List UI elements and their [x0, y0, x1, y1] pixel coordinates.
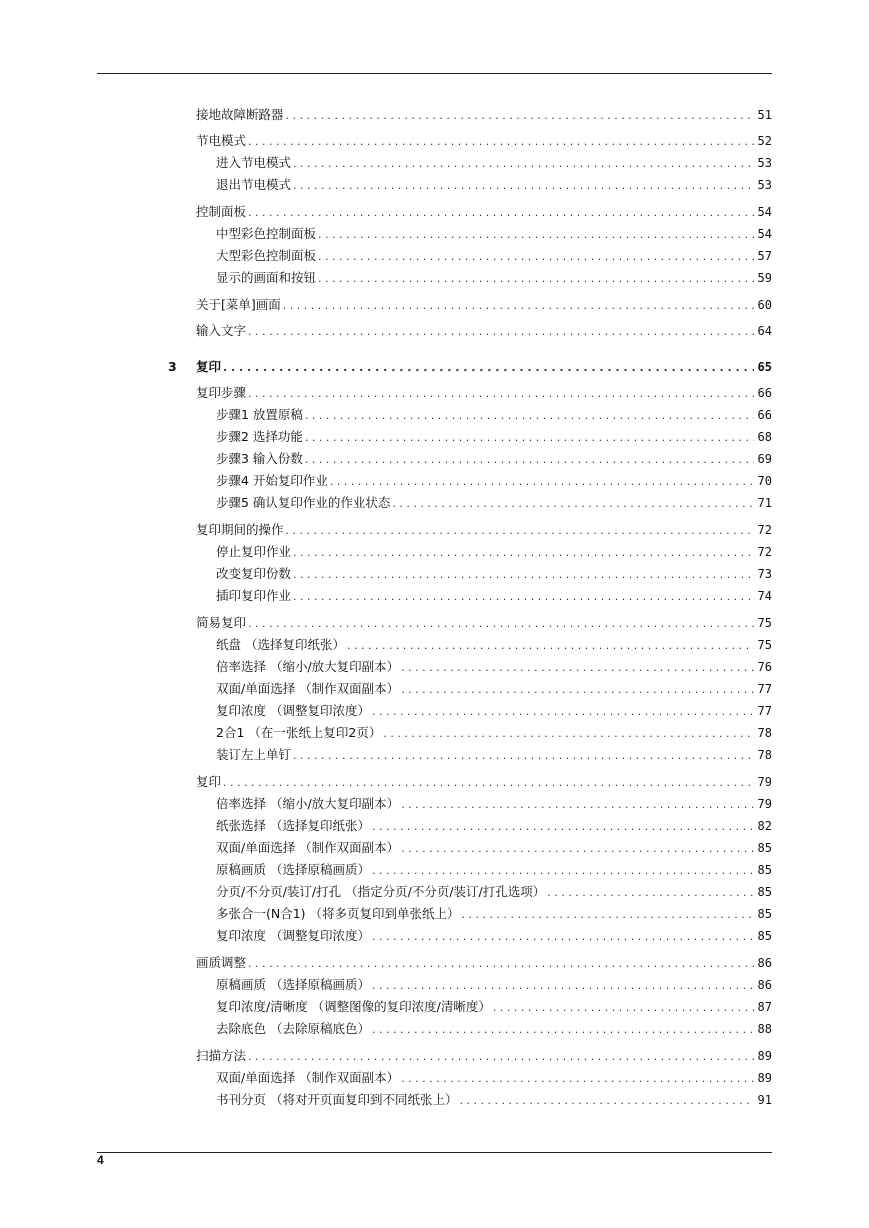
dot-leader [283, 297, 754, 315]
toc-entry-title: 复印浓度/清晰度 （调整图像的复印浓度/清晰度） [216, 999, 491, 1014]
toc-entry[interactable] [216, 724, 772, 742]
toc-entry[interactable] [216, 225, 772, 243]
toc-entry-title: 接地故障断路器 [196, 107, 284, 122]
toc-entry-title: 画质调整 [196, 955, 247, 970]
toc-entry-title: 纸盘 （选择复印纸张） [216, 637, 345, 652]
toc-entry-title: 步骤1 放置原稿 [216, 407, 303, 422]
toc-entry-page: 66 [757, 386, 772, 400]
toc-entry[interactable] [216, 746, 772, 764]
toc-entry-page: 86 [757, 956, 772, 970]
toc-entry-title: 节电模式 [196, 133, 247, 148]
toc-entry-title: 双面/单面选择 （制作双面副本） [216, 681, 400, 696]
toc-entry-page: 85 [757, 841, 772, 855]
toc-entry[interactable] [196, 521, 772, 539]
toc-entry-title: 双面/单面选择 （制作双面副本） [216, 1070, 400, 1085]
toc-entry-title: 去除底色 （去除原稿底色） [216, 1021, 370, 1036]
dot-leader [248, 204, 754, 222]
toc-entry-title: 改变复印份数 [216, 566, 292, 581]
toc-entry[interactable] [216, 998, 772, 1016]
toc-entry-title: 大型彩色控制面板 [216, 248, 317, 263]
toc-chapter-entry[interactable] [168, 358, 772, 376]
toc-entry-title: 中型彩色控制面板 [216, 226, 317, 241]
dot-leader [248, 615, 754, 633]
dot-leader [392, 495, 754, 513]
toc-entry[interactable] [216, 702, 772, 720]
toc-entry-title: 书刊分页 （将对开页面复印到不同纸张上） [216, 1092, 458, 1107]
toc-entry-title: 关于[菜单]画面 [196, 297, 281, 312]
toc-entry-page: 66 [757, 408, 772, 422]
toc-entry-page: 77 [757, 704, 772, 718]
toc-entry-page: 52 [757, 134, 772, 148]
toc-entry[interactable] [216, 636, 772, 654]
toc-entry-page: 82 [757, 819, 772, 833]
bottom-rule [97, 1152, 772, 1153]
dot-leader [293, 177, 754, 195]
toc-entry-title: 纸张选择 （选择复印纸张） [216, 818, 370, 833]
toc-entry[interactable] [196, 322, 772, 340]
dot-leader [286, 107, 754, 125]
toc-entry-page: 78 [757, 726, 772, 740]
dot-leader [248, 133, 754, 151]
toc-entry-page: 87 [757, 1000, 772, 1014]
toc-entry[interactable] [216, 543, 772, 561]
toc-entry-page: 53 [757, 178, 772, 192]
dot-leader [248, 385, 754, 403]
dot-leader [372, 928, 754, 946]
toc-entry-title: 分页/不分页/装订/打孔 （指定分页/不分页/装订/打孔选项） [216, 884, 546, 899]
toc-entry[interactable] [216, 176, 772, 194]
dot-leader [547, 884, 754, 902]
dot-leader [493, 999, 754, 1017]
toc-entry-page: 76 [757, 660, 772, 674]
toc-entry[interactable] [216, 883, 772, 901]
dot-leader [372, 862, 754, 880]
dot-leader [293, 544, 754, 562]
toc-entry-title: 扫描方法 [196, 1048, 247, 1063]
toc-entry-title: 步骤2 选择功能 [216, 429, 303, 444]
toc-entry-title: 复印浓度 （调整复印浓度） [216, 928, 370, 943]
dot-leader [401, 840, 754, 858]
dot-leader [401, 681, 754, 699]
toc-entry-page: 85 [757, 907, 772, 921]
dot-leader [347, 637, 754, 655]
toc-entry[interactable] [216, 247, 772, 265]
dot-leader [383, 725, 754, 743]
toc-entry[interactable] [216, 817, 772, 835]
toc-entry-page: 89 [757, 1049, 772, 1063]
toc-entry[interactable] [216, 406, 772, 424]
toc-entry-title: 插印复印作业 [216, 588, 292, 603]
dot-leader [248, 955, 754, 973]
toc-entry-title: 输入文字 [196, 323, 247, 338]
toc-entry-page: 60 [757, 298, 772, 312]
toc-entry-page: 54 [757, 227, 772, 241]
dot-leader [293, 566, 754, 584]
toc-entry[interactable] [216, 494, 772, 512]
dot-leader [293, 155, 754, 173]
toc-entry-page: 72 [757, 523, 772, 537]
dot-leader [372, 818, 754, 836]
dot-leader [248, 1048, 754, 1066]
toc-entry-page: 86 [757, 978, 772, 992]
dot-leader [372, 703, 754, 721]
dot-leader [223, 359, 754, 377]
toc-entry-title: 原稿画质 （选择原稿画质） [216, 977, 370, 992]
dot-leader [305, 451, 754, 469]
dot-leader [459, 1092, 754, 1110]
toc-entry-page: 78 [757, 748, 772, 762]
toc-entry-page: 74 [757, 589, 772, 603]
toc-entry[interactable] [196, 954, 772, 972]
toc-entry-title: 多张合一(N合1) （将多页复印到单张纸上） [216, 906, 460, 921]
toc-entry[interactable] [216, 905, 772, 923]
toc-entry[interactable] [216, 587, 772, 605]
toc-entry[interactable] [216, 428, 772, 446]
toc-entry-page: 59 [757, 271, 772, 285]
dot-leader [293, 747, 754, 765]
toc-entry[interactable] [216, 680, 772, 698]
toc-entry-title: 复印 [196, 359, 222, 374]
toc-entry-title: 复印浓度 （调整复印浓度） [216, 703, 370, 718]
toc-entry-title: 双面/单面选择 （制作双面副本） [216, 840, 400, 855]
toc-entry-page: 77 [757, 682, 772, 696]
toc-entry-title: 倍率选择 （缩小/放大复印副本） [216, 796, 400, 811]
dot-leader [286, 522, 754, 540]
toc-entry-page: 79 [757, 797, 772, 811]
toc-entry-page: 65 [757, 360, 772, 374]
toc-entry[interactable] [216, 1020, 772, 1038]
toc-entry-title: 简易复印 [196, 615, 247, 630]
toc-entry-page: 64 [757, 324, 772, 338]
toc-entry[interactable] [196, 1047, 772, 1065]
dot-leader [223, 774, 754, 792]
toc-entry-page: 51 [757, 108, 772, 122]
toc-entry-title: 进入节电模式 [216, 155, 292, 170]
dot-leader [401, 796, 754, 814]
toc-entry[interactable] [216, 1091, 772, 1109]
toc-entry-title: 复印 [196, 774, 222, 789]
toc-entry-title: 原稿画质 （选择原稿画质） [216, 862, 370, 877]
toc-entry[interactable] [216, 795, 772, 813]
toc-entry[interactable] [216, 472, 772, 490]
toc-entry-title: 控制面板 [196, 204, 247, 219]
toc-entry-title: 步骤4 开始复印作业 [216, 473, 328, 488]
dot-leader [401, 1070, 754, 1088]
dot-leader [372, 1021, 754, 1039]
toc-entry[interactable] [196, 203, 772, 221]
toc-entry-title: 倍率选择 （缩小/放大复印副本） [216, 659, 400, 674]
dot-leader [318, 270, 754, 288]
toc-entry-title: 复印步骤 [196, 385, 247, 400]
dot-leader [372, 977, 754, 995]
toc-entry-page: 88 [757, 1022, 772, 1036]
toc-entry-page: 85 [757, 929, 772, 943]
toc-entry-page: 91 [757, 1093, 772, 1107]
dot-leader [305, 407, 754, 425]
dot-leader [401, 659, 754, 677]
toc-entry[interactable] [216, 450, 772, 468]
toc-entry-page: 57 [757, 249, 772, 263]
toc-entry[interactable] [216, 976, 772, 994]
toc-entry-title: 停止复印作业 [216, 544, 292, 559]
toc-entry[interactable] [216, 154, 772, 172]
dot-leader [318, 248, 754, 266]
toc-entry-page: 54 [757, 205, 772, 219]
dot-leader [318, 226, 754, 244]
toc-entry-page: 70 [757, 474, 772, 488]
toc-entry-page: 69 [757, 452, 772, 466]
toc-entry-page: 75 [757, 638, 772, 652]
dot-leader [305, 429, 754, 447]
toc-entry[interactable] [216, 861, 772, 879]
toc-entry-page: 53 [757, 156, 772, 170]
toc-entry-page: 85 [757, 885, 772, 899]
toc-entry-title: 2合1 （在一张纸上复印2页） [216, 725, 382, 740]
dot-leader [462, 906, 754, 924]
toc-entry[interactable] [196, 296, 772, 314]
toc-entry-title: 装订左上单钉 [216, 747, 292, 762]
toc-entry[interactable] [196, 773, 772, 791]
toc-entry[interactable] [216, 269, 772, 287]
toc-entry[interactable] [216, 927, 772, 945]
toc-entry-title: 显示的画面和按钮 [216, 270, 317, 285]
toc-entry-title: 步骤3 输入份数 [216, 451, 303, 466]
dot-leader [330, 473, 754, 491]
toc-entry[interactable] [196, 132, 772, 150]
dot-leader [293, 588, 754, 606]
toc-entry-page: 72 [757, 545, 772, 559]
toc-entry[interactable] [216, 1069, 772, 1087]
toc-entry-page: 71 [757, 496, 772, 510]
toc-entry[interactable] [196, 384, 772, 402]
toc-entry-title: 步骤5 确认复印作业的作业状态 [216, 495, 391, 510]
toc-entry-page: 73 [757, 567, 772, 581]
toc-entry[interactable] [216, 658, 772, 676]
toc-entry[interactable] [216, 565, 772, 583]
toc-entry-page: 68 [757, 430, 772, 444]
chapter-number: 3 [168, 359, 177, 374]
toc-entry-title: 复印期间的操作 [196, 522, 284, 537]
toc-entry-page: 85 [757, 863, 772, 877]
toc-entry[interactable] [196, 614, 772, 632]
toc-entry[interactable] [216, 839, 772, 857]
toc-entry-title: 退出节电模式 [216, 177, 292, 192]
toc-entry-page: 79 [757, 775, 772, 789]
toc-entry[interactable] [196, 106, 772, 124]
dot-leader [248, 323, 754, 341]
toc-entry-page: 75 [757, 616, 772, 630]
toc-entry-page: 89 [757, 1071, 772, 1085]
page-number: 4 [97, 1153, 104, 1167]
